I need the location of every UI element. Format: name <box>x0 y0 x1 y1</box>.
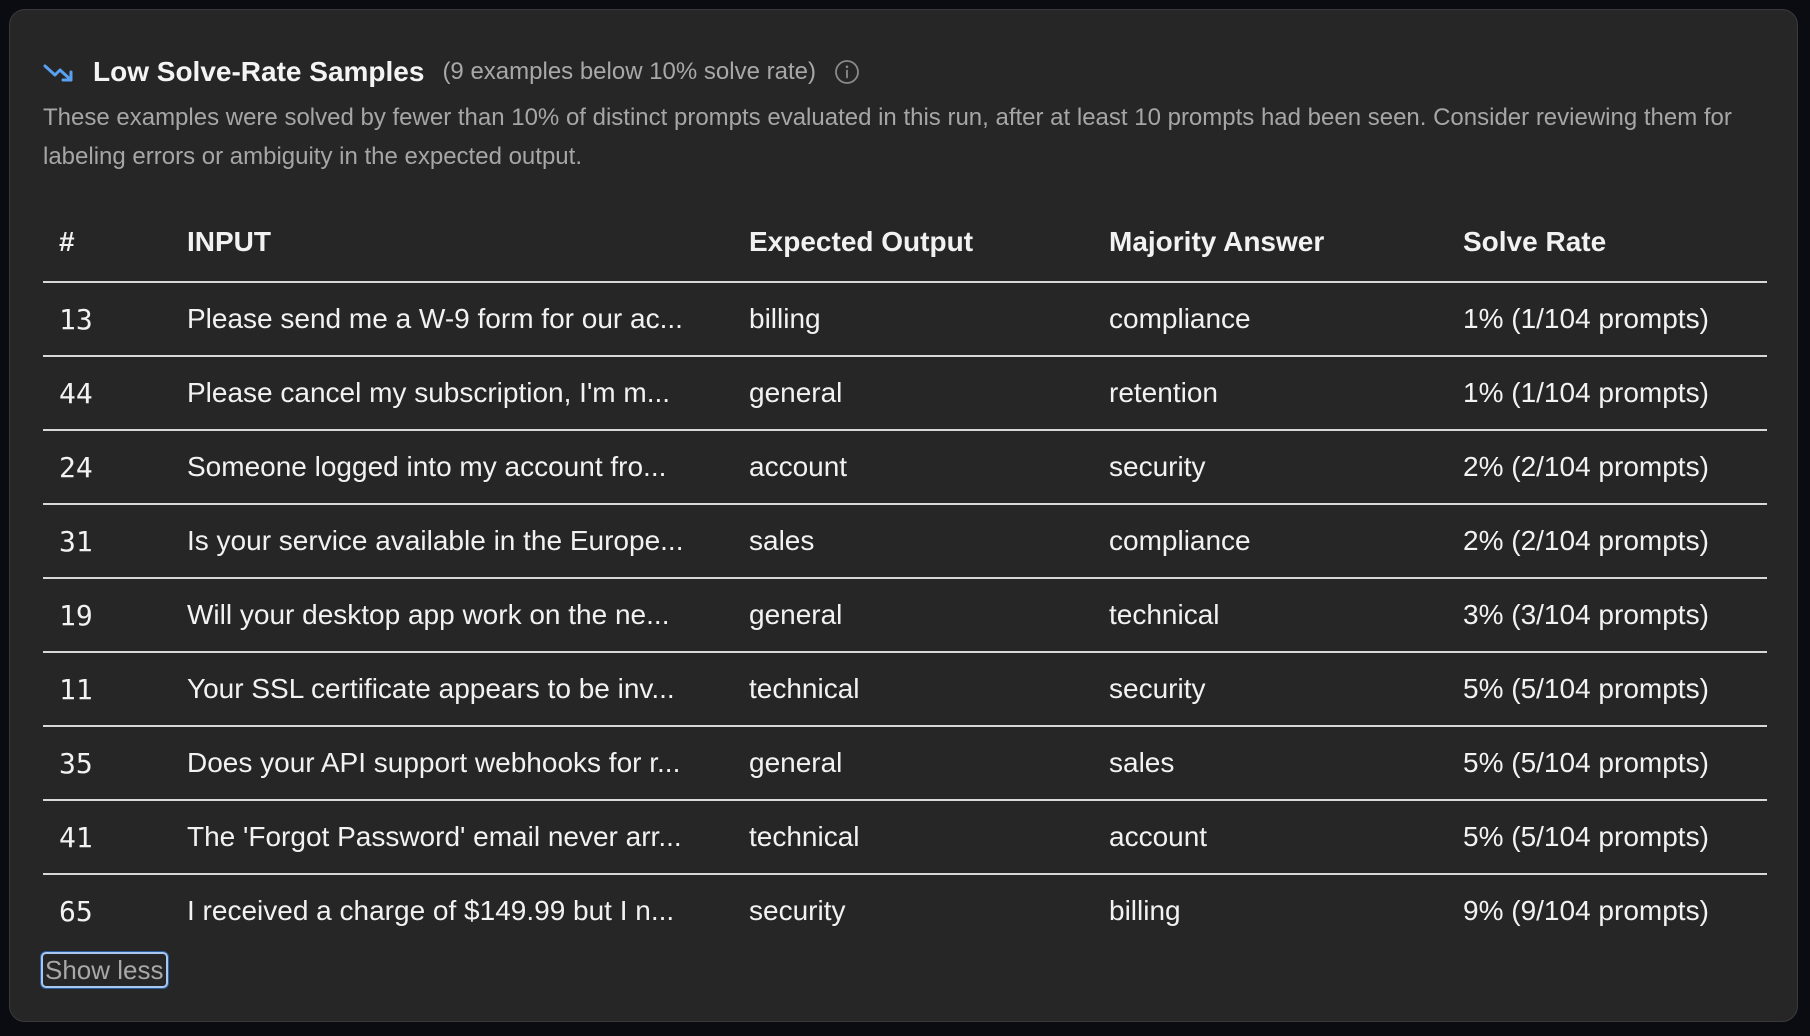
row-expected-output: general <box>749 726 1109 800</box>
column-header-expected-output: Expected Output <box>749 203 1109 282</box>
column-header-num: # <box>43 203 187 282</box>
row-majority-answer: compliance <box>1109 282 1463 356</box>
trending-down-icon <box>43 61 77 83</box>
show-less-button[interactable]: Show less <box>41 952 168 988</box>
row-majority-answer: retention <box>1109 356 1463 430</box>
row-solve-rate: 5% (5/104 prompts) <box>1463 800 1767 874</box>
row-number: 24 <box>43 430 187 504</box>
row-expected-output: technical <box>749 800 1109 874</box>
column-header-solve-rate: Solve Rate <box>1463 203 1767 282</box>
column-header-majority-answer: Majority Answer <box>1109 203 1463 282</box>
samples-table <box>43 203 1767 947</box>
row-expected-output: sales <box>749 504 1109 578</box>
row-solve-rate: 1% (1/104 prompts) <box>1463 356 1767 430</box>
row-solve-rate: 3% (3/104 prompts) <box>1463 578 1767 652</box>
row-input: Your SSL certificate appears to be inv... <box>187 652 749 726</box>
row-majority-answer: sales <box>1109 726 1463 800</box>
table-row <box>43 282 1767 356</box>
table-row <box>43 578 1767 652</box>
row-expected-output: billing <box>749 282 1109 356</box>
row-number: 65 <box>59 894 93 928</box>
table-row <box>43 430 1767 504</box>
low-solve-rate-panel <box>9 9 1798 1022</box>
row-majority-answer: billing <box>1109 895 1181 926</box>
table-row <box>43 726 1767 800</box>
row-majority-answer: security <box>1109 652 1463 726</box>
table-row <box>43 504 1767 578</box>
row-number: 35 <box>43 726 187 800</box>
row-input: Please send me a W-9 form for our ac... <box>187 282 749 356</box>
row-solve-rate: 9% (9/104 prompts) <box>1463 895 1709 926</box>
row-input: Someone logged into my account fro... <box>187 430 749 504</box>
row-solve-rate: 2% (2/104 prompts) <box>1463 504 1767 578</box>
table-row <box>43 356 1767 430</box>
row-majority-answer: technical <box>1109 578 1463 652</box>
row-number: 13 <box>43 282 187 356</box>
row-number: 41 <box>43 800 187 874</box>
row-solve-rate: 5% (5/104 prompts) <box>1463 652 1767 726</box>
row-expected-output: technical <box>749 652 1109 726</box>
row-expected-output: account <box>749 430 1109 504</box>
row-solve-rate: 1% (1/104 prompts) <box>1463 282 1767 356</box>
row-input: The 'Forgot Password' email never arr... <box>187 800 749 874</box>
row-number: 11 <box>43 652 187 726</box>
row-majority-answer: account <box>1109 800 1463 874</box>
row-expected-output: general <box>749 578 1109 652</box>
row-solve-rate: 2% (2/104 prompts) <box>1463 430 1767 504</box>
row-expected-output: security <box>749 895 846 926</box>
panel-title: Low Solve-Rate Samples <box>93 56 425 87</box>
panel-description: These examples were solved by fewer than 10% of distinct prompts evaluated in this run, after at least 10 prompts had been seen. Consider reviewing them for labeling errors or ambiguity in the expected output. <box>43 104 1732 170</box>
row-majority-answer: security <box>1109 430 1463 504</box>
row-number: 19 <box>43 578 187 652</box>
panel-subtitle: (9 examples below 10% solve rate) <box>442 58 816 85</box>
table-row <box>43 800 1767 874</box>
row-input: Does your API support webhooks for r... <box>187 726 749 800</box>
row-input: I received a charge of $149.99 but I n... <box>187 895 675 926</box>
row-number: 44 <box>43 356 187 430</box>
panel-header <box>43 50 860 94</box>
row-input: Will your desktop app work on the ne... <box>187 578 749 652</box>
column-header-input: INPUT <box>187 203 749 282</box>
row-majority-answer: compliance <box>1109 504 1463 578</box>
row-expected-output: general <box>749 356 1109 430</box>
table-row <box>43 652 1767 726</box>
info-icon[interactable] <box>834 59 860 85</box>
table-header-row <box>43 203 1767 282</box>
row-input: Is your service available in the Europe... <box>187 504 749 578</box>
table-row <box>43 874 1767 947</box>
row-solve-rate: 5% (5/104 prompts) <box>1463 726 1767 800</box>
row-number: 31 <box>43 504 187 578</box>
row-input: Please cancel my subscription, I'm m... <box>187 356 749 430</box>
